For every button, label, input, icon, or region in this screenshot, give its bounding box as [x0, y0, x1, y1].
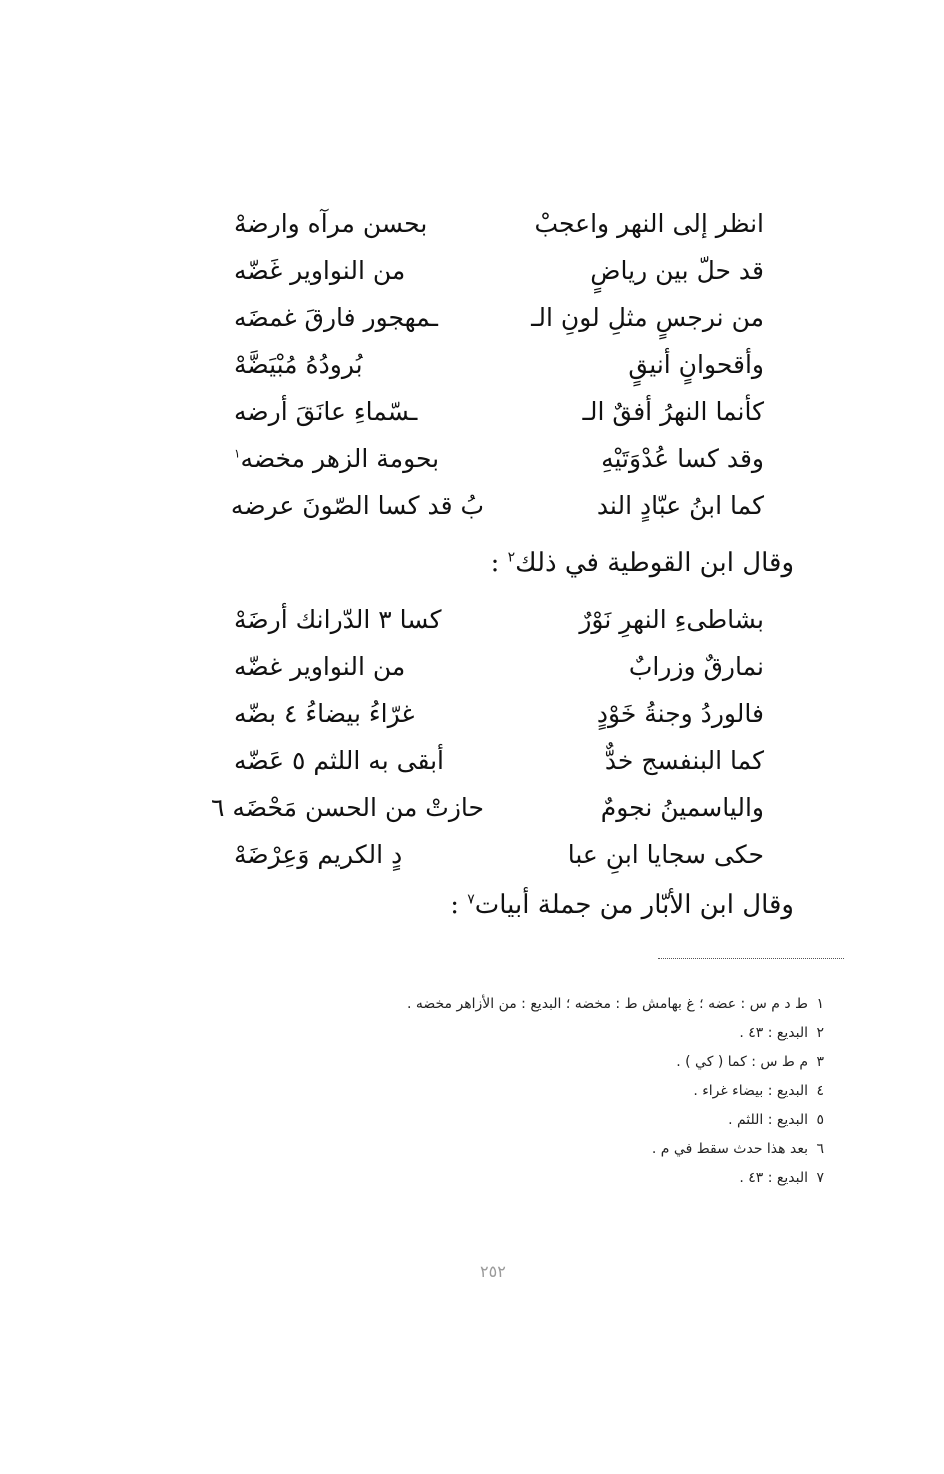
intro-line-1 [491, 548, 794, 578]
footnote-number: ٣ [816, 1054, 824, 1070]
footnote [264, 990, 824, 1019]
footnote [264, 1077, 824, 1106]
footnote-text: البديع : ٤٣ . [739, 1025, 808, 1041]
hemistich-second [234, 303, 484, 332]
footnote-text: بعد هذا حدث سقط في م . [651, 1141, 808, 1157]
hemistich-text: غرّاءُ بيضاءُ ٤ بضّه [234, 699, 415, 728]
footnote-ref: ٧ [467, 891, 475, 908]
footnote-ref: ٢ [507, 549, 516, 566]
hemistich-text: بُ قد كسا الصّونَ عرضه [230, 491, 484, 520]
verse [234, 294, 764, 341]
hemistich-second [234, 746, 484, 775]
hemistich-text: بحومة الزهر مخضه [240, 444, 440, 473]
footnotes [264, 990, 824, 1193]
hemistich-first: قد حلّ بين رياضٍ [590, 256, 764, 285]
hemistich-first: وأقحوانٍ أنيقٍ [628, 350, 764, 379]
hemistich-first: كما البنفسج خدٌّ [604, 746, 764, 775]
hemistich-text: بُرودُهُ مُبْيَضَّهْ [234, 350, 363, 379]
footnote-text: البديع : اللثم . [728, 1112, 808, 1128]
verse [234, 596, 764, 643]
hemistich-text: أبقى به اللثم ٥ عَضّه [234, 746, 445, 775]
verse [234, 435, 764, 482]
footnote-text: البديع : بيضاء غراء . [693, 1083, 808, 1099]
footnote [264, 1048, 824, 1077]
hemistich-second [234, 652, 484, 681]
hemistich-second [234, 444, 484, 473]
page-number: ٢٥٢ [480, 1262, 506, 1281]
intro-text: وقال ابن القوطية في ذلك [515, 548, 794, 578]
footnote-number: ٧ [816, 1170, 824, 1186]
footnote [264, 1106, 824, 1135]
intro-text: وقال ابن الأبّار من جملة أبيات [474, 890, 794, 920]
verse [234, 341, 764, 388]
hemistich-text: كسا ٣ الدّرانك أرضَهْ [234, 605, 442, 634]
hemistich-text: دٍ الكريم وَعِرْضَهْ [234, 840, 403, 869]
poem-block-2 [211, 596, 764, 878]
hemistich-text: ـسّماءِ عانَقَ أرضه [234, 397, 418, 426]
footnote [264, 1019, 824, 1048]
hemistich-text: حازتْ من الحسن مَحْضَه ٦ [211, 793, 484, 822]
verse [234, 247, 764, 294]
footnote-ref: ١ [234, 446, 241, 461]
hemistich-first: فالوردُ وجنةُ خَوْدٍ [596, 699, 764, 728]
hemistich-second [234, 397, 484, 426]
footnote-text: م ط س : كما ( كي ) . [676, 1054, 808, 1070]
hemistich-first: انظر إلى النهر واعجبْ [534, 209, 764, 238]
verse [234, 831, 764, 878]
hemistich-first: نمارقٌ وزرابٌ [628, 652, 764, 681]
hemistich-second [211, 793, 484, 822]
hemistich-first: كما ابنُ عبّادٍ الند [596, 491, 764, 520]
hemistich-second [230, 491, 484, 520]
verse [234, 388, 764, 435]
intro-tail: : [450, 890, 468, 920]
verse [211, 784, 764, 831]
footnote-text: ط د م س : عضه ؛ غ بهامش ط : مخضه ؛ البديع : من الأزاهر مخضه . [406, 996, 808, 1012]
hemistich-first: من نرجسٍ مثلِ لونِ الـ [531, 303, 764, 332]
footnote-number: ١ [816, 996, 824, 1012]
verse [234, 690, 764, 737]
hemistich-second [234, 840, 484, 869]
verse [234, 643, 764, 690]
footnote [264, 1164, 824, 1193]
intro-tail: : [490, 548, 508, 578]
hemistich-text: بحسن مرآه وارضهْ [234, 209, 428, 238]
hemistich-second [234, 209, 484, 238]
hemistich-second [234, 605, 484, 634]
hemistich-first: وقد كسا عُدْوَتَيْهِ [601, 444, 764, 473]
footnote-text: البديع : ٤٣ . [739, 1170, 808, 1186]
hemistich-first: حكى سجايا ابنِ عبا [567, 840, 764, 869]
hemistich-first: والياسمينُ نجومٌ [600, 793, 764, 822]
footnote-number: ٤ [816, 1083, 824, 1099]
poem-block-1 [230, 200, 764, 529]
hemistich-second [234, 699, 484, 728]
footnote-number: ٢ [816, 1025, 824, 1041]
hemistich-text: ـمهجور فارقَ غمضَه [234, 303, 438, 332]
verse [234, 737, 764, 784]
intro-line-2 [450, 890, 794, 920]
footnote-number: ٦ [816, 1141, 824, 1157]
verse [234, 200, 764, 247]
hemistich-first: كأنما النهرُ أفقٌ الـ [582, 397, 764, 426]
hemistich-second [234, 350, 484, 379]
hemistich-text: من النواوير غَضّه [234, 256, 406, 285]
footnote [264, 1135, 824, 1164]
hemistich-second [234, 256, 484, 285]
verse [230, 482, 764, 529]
footnote-separator [658, 958, 844, 959]
hemistich-first: بشاطىءِ النهرِ نَوْرٌ [579, 605, 764, 634]
hemistich-text: من النواوير غضّه [234, 652, 406, 681]
footnote-number: ٥ [816, 1112, 824, 1128]
